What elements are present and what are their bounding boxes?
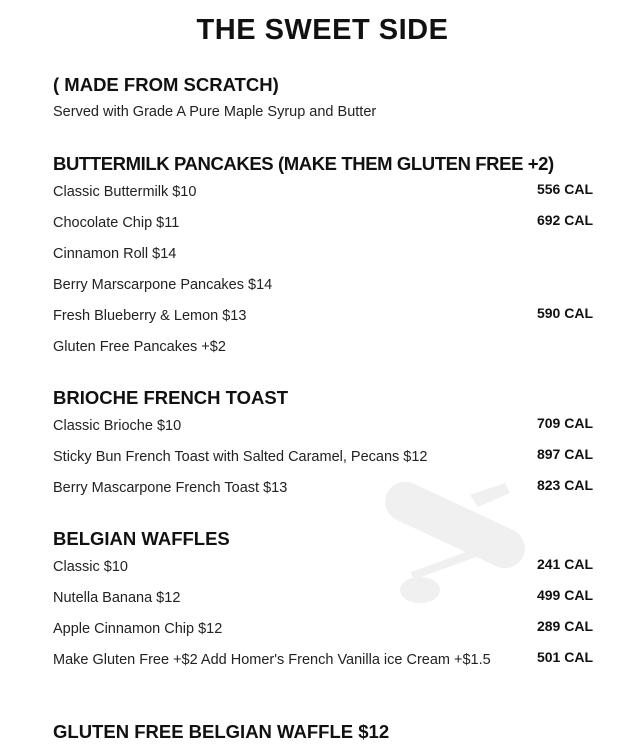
menu-item-name: Fresh Blueberry & Lemon $13: [53, 308, 247, 324]
menu-item: [53, 213, 593, 244]
section-buttermilk-pancakes: [53, 153, 613, 368]
menu-title: THE SWEET SIDE: [196, 14, 449, 46]
menu-item: [53, 478, 593, 509]
menu-item: [53, 557, 593, 588]
menu-item: [53, 182, 593, 213]
menu-item-name: Gluten Free Pancakes +$2: [53, 339, 226, 355]
menu-item-name: Apple Cinnamon Chip $12: [53, 621, 223, 637]
section-heading: BUTTERMILK PANCAKES (MAKE THEM GLUTEN FREE +2): [53, 153, 554, 174]
section-heading: BELGIAN WAFFLES: [53, 528, 230, 549]
menu-item-name: Cinnamon Roll $14: [53, 246, 177, 262]
section-heading: GLUTEN FREE BELGIAN WAFFLE $12: [53, 721, 390, 742]
menu-item-calories: 501 CAL: [536, 649, 593, 665]
menu-item-calories: 499 CAL: [536, 587, 593, 603]
menu-item-name: Sticky Bun French Toast with Salted Caramel, Pecans $12: [53, 449, 428, 465]
section-gluten-free-waffle: [53, 721, 613, 743]
menu-item: [53, 619, 593, 650]
menu-item-name: Berry Marscarpone Pancakes $14: [53, 277, 273, 293]
menu-item-name: Chocolate Chip $11: [53, 215, 180, 231]
menu-item-name: Berry Mascarpone French Toast $13: [53, 480, 288, 496]
menu-item-calories: 823 CAL: [536, 477, 593, 493]
menu-item: [53, 306, 593, 337]
menu-item: [53, 337, 593, 368]
intro-heading: ( MADE FROM SCRATCH): [53, 74, 279, 95]
menu-item-name: Classic $10: [53, 559, 128, 575]
menu-item-calories: 556 CAL: [536, 181, 593, 197]
menu-item: [53, 416, 593, 447]
menu-item-name: Classic Brioche $10: [53, 418, 182, 434]
menu-item-calories: 241 CAL: [536, 556, 593, 572]
menu-item-calories: 692 CAL: [536, 212, 593, 228]
menu-item: [53, 588, 593, 619]
menu-item: [53, 650, 593, 681]
menu-item-name: Make Gluten Free +$2 Add Homer's French Vanilla ice Cream +$1.5: [53, 652, 491, 668]
menu-item-calories: 709 CAL: [536, 415, 593, 431]
menu-item-name: Nutella Banana $12: [53, 590, 181, 606]
menu-item: [53, 447, 593, 478]
menu-item-name: Classic Buttermilk $10: [53, 184, 197, 200]
menu-item-calories: 590 CAL: [536, 305, 593, 321]
section-brioche-french-toast: [53, 387, 613, 509]
section-heading: BRIOCHE FRENCH TOAST: [53, 387, 289, 408]
menu-item-calories: 897 CAL: [536, 446, 593, 462]
menu-item: [53, 244, 593, 275]
menu-item-calories: 289 CAL: [536, 618, 593, 634]
menu-item: [53, 275, 593, 306]
intro-subtitle: Served with Grade A Pure Maple Syrup and Butter: [53, 104, 377, 120]
section-belgian-waffles: [53, 528, 613, 681]
intro-section: [53, 74, 613, 120]
